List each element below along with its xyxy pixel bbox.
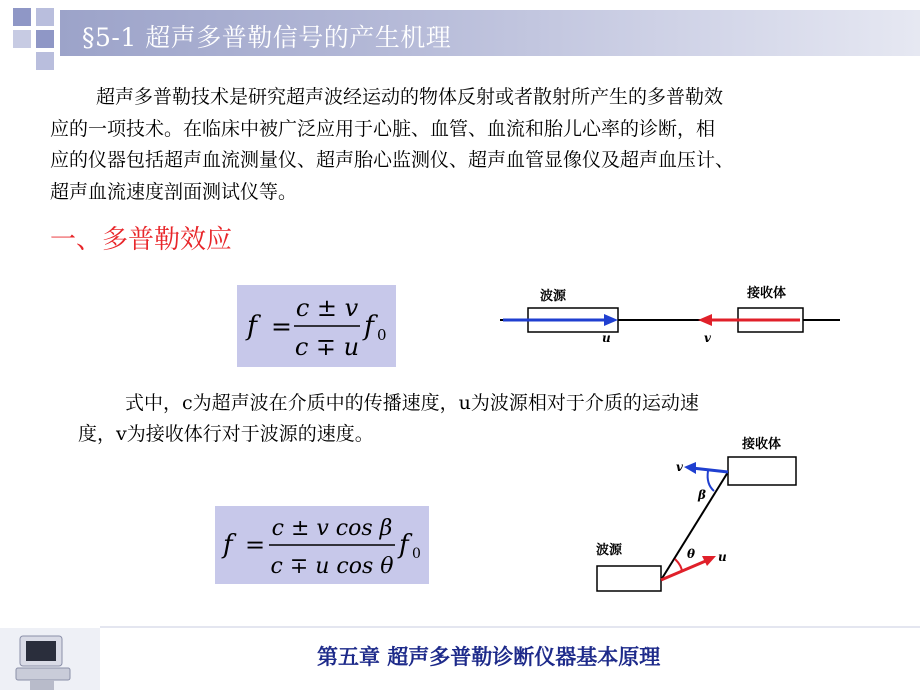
u-label: u	[718, 550, 727, 564]
theta-label: θ	[687, 547, 696, 561]
v-arrowhead	[698, 314, 712, 326]
source-box	[597, 566, 661, 591]
formula-1	[237, 285, 396, 367]
beta-label: β	[698, 488, 706, 502]
deco-square	[36, 8, 54, 26]
v-arrowhead	[684, 462, 696, 474]
receiver-label: 接收体	[742, 437, 782, 452]
receiver-label: 接收体	[747, 286, 787, 301]
intro-line: 超声血流速度剖面测试仪等。	[50, 180, 298, 203]
formula-lhs: f	[247, 311, 257, 342]
formula-eq: =	[245, 531, 266, 559]
u-label: u	[602, 331, 611, 345]
beta-arc	[708, 471, 714, 491]
explanation-line: 度，v为接收体行对于波源的速度。	[78, 423, 374, 445]
formula-2	[215, 506, 429, 584]
formula-factor-sub: 0	[412, 546, 421, 562]
formula-denominator: c ∓ u	[294, 333, 360, 361]
explanation-line: 式中，c为超声波在介质中的传播速度，u为波源相对于介质的运动速	[125, 392, 699, 414]
v-label: v	[676, 460, 683, 474]
source-label: 波源	[596, 543, 623, 558]
formula-factor: f	[364, 311, 374, 342]
formula-factor: f	[399, 530, 409, 560]
source-label: 波源	[540, 289, 567, 304]
section-heading: 一、多普勒效应	[50, 225, 233, 255]
page-title: §5-1 超声多普勒信号的产生机理	[82, 23, 452, 52]
doppler-diagram-1	[500, 280, 845, 350]
v-arrow-shaft	[692, 468, 728, 472]
v-label: v	[704, 331, 711, 345]
intro-line: 应的仪器包括超声血流测量仪、超声胎心监测仪、超声血管显像仪及超声血压计、	[50, 149, 735, 171]
formula-factor-sub: 0	[377, 326, 387, 344]
formula-numerator: c ± v cos β	[271, 516, 393, 541]
ultrasound-machine-icon	[0, 618, 100, 690]
deco-square	[13, 8, 31, 26]
formula-eq: =	[271, 312, 292, 341]
intro-paragraph	[50, 82, 880, 208]
doppler-diagram-2	[590, 428, 820, 598]
deco-square	[36, 30, 54, 48]
formula-box-1	[237, 285, 396, 367]
intro-line: 应的一项技术。在临床中被广泛应用于心脏、血管、血流和胎儿心率的诊断，相	[50, 117, 716, 140]
formula-numerator: c ± v	[295, 294, 359, 322]
deco-square	[13, 30, 31, 48]
receiver-box	[728, 457, 796, 485]
deco-square	[36, 52, 54, 70]
formula-box-2	[215, 506, 429, 584]
footer-chapter-title: 第五章 超声多普勒诊断仪器基本原理	[317, 644, 661, 669]
footer-bar	[100, 626, 920, 628]
intro-line: 超声多普勒技术是研究超声波经运动的物体反射或者散射所产生的多普勒效	[96, 86, 724, 108]
formula-denominator: c ∓ u cos θ	[270, 554, 394, 579]
theta-arc	[675, 559, 682, 572]
formula-lhs: f	[223, 530, 233, 560]
